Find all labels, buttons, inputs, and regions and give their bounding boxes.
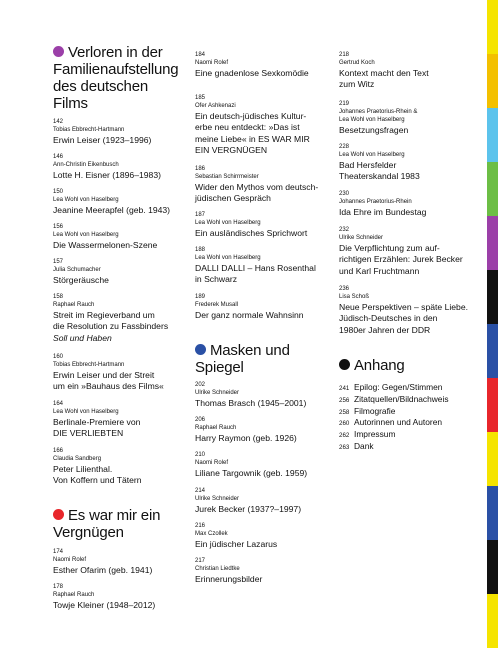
- anhang-item[interactable]: [339, 382, 475, 394]
- entry-author: Naomi Rolef: [195, 60, 229, 66]
- toc-entry[interactable]: [53, 258, 185, 286]
- entry-title: DALLI DALLI – Hans Rosenthal in Schwarz: [195, 263, 316, 285]
- entry-title: Liliane Targownik (geb. 1959): [195, 468, 308, 478]
- toc-entry[interactable]: [195, 487, 323, 515]
- entry-page-number: 214: [195, 488, 206, 494]
- toc-entry[interactable]: [195, 451, 323, 479]
- toc-entry[interactable]: [53, 353, 185, 393]
- anhang-item[interactable]: [339, 429, 475, 441]
- anhang-label: Dank: [354, 440, 374, 451]
- entry-title: Jurek Becker (1937?–1997): [195, 504, 302, 514]
- toc-entry[interactable]: [53, 118, 185, 146]
- entry-page-number: 218: [339, 52, 350, 58]
- entry-page-number: 178: [53, 584, 64, 590]
- toc-entry[interactable]: [53, 583, 185, 611]
- toc-entry[interactable]: [339, 100, 475, 136]
- entry-title: Wider den Mythos vom deutsch- jüdischen Gespräch: [195, 182, 319, 204]
- toc-entry[interactable]: [53, 188, 185, 216]
- color-stripe: [487, 378, 498, 432]
- entry-author: Tobias Ebbrecht-Hartmann: [53, 127, 125, 133]
- entry-title: Peter Lilienthal. Von Koffern und Tätern: [53, 464, 142, 486]
- section-title-masken: Masken und Spiegel: [195, 342, 290, 376]
- entry-author: Lea Wohl von Haselberg: [339, 152, 405, 158]
- toc-entry[interactable]: [339, 143, 475, 183]
- entry-page-number: 146: [53, 154, 64, 160]
- color-stripe: [487, 594, 498, 648]
- entry-page-number: 228: [339, 144, 350, 150]
- anhang-item[interactable]: [339, 441, 475, 453]
- toc-entry[interactable]: [339, 226, 475, 277]
- color-stripe: [487, 432, 498, 486]
- section-title-verloren: Verloren in der Familienaufstellung des deutschen Films: [53, 44, 179, 112]
- entry-title: Eine gnadenlose Sexkomödie: [195, 68, 309, 78]
- violet-dot-icon: [53, 46, 64, 57]
- entry-page-number: 232: [339, 227, 350, 233]
- anhang-item[interactable]: [339, 394, 475, 406]
- entry-author: Lea Wohl von Haselberg: [195, 255, 261, 261]
- entry-author: Johannes Praetorius-Rhein: [339, 199, 412, 205]
- entry-author: Lea Wohl von Haselberg: [339, 117, 405, 123]
- section-title-vergnuegen: Es war mir ein Vergnügen: [53, 507, 161, 541]
- toc-entry[interactable]: [339, 51, 475, 91]
- entry-author: Max Czollek: [195, 531, 228, 537]
- entry-page-number: 219: [339, 101, 350, 107]
- toc-entry[interactable]: [53, 447, 185, 487]
- toc-entry[interactable]: [53, 400, 185, 440]
- entry-author: Julia Schumacher: [53, 267, 101, 273]
- color-stripe: [487, 324, 498, 378]
- entry-page-number: 184: [195, 52, 206, 58]
- entry-title: Besetzungsfragen: [339, 125, 409, 135]
- entry-title: Lotte H. Eisner (1896–1983): [53, 170, 161, 180]
- section-title-anhang: Anhang: [339, 357, 475, 374]
- entry-title: Jeanine Meerapfel (geb. 1943): [53, 205, 171, 215]
- entry-page-number: 156: [53, 224, 64, 230]
- toc-entry[interactable]: [53, 153, 185, 181]
- anhang-item[interactable]: [339, 417, 475, 429]
- color-stripe: [487, 486, 498, 540]
- toc-entry[interactable]: [339, 285, 475, 336]
- anhang-page-number: 241: [339, 385, 350, 392]
- toc-entry[interactable]: [53, 293, 185, 344]
- toc-entry[interactable]: [339, 190, 475, 218]
- entry-title: Bad Hersfelder Theaterskandal 1983: [339, 160, 420, 182]
- entry-author: Ulrike Schneider: [339, 235, 384, 241]
- toc-entry[interactable]: [195, 94, 323, 156]
- entry-author: Johannes Praetorius-Rhein &: [339, 109, 418, 115]
- entry-author: Claudia Sandberg: [53, 456, 102, 462]
- toc-entry[interactable]: [195, 165, 323, 205]
- entry-author: Lisa Schoß: [339, 294, 370, 300]
- toc-entry[interactable]: [195, 416, 323, 444]
- color-stripe: [487, 216, 498, 270]
- color-stripe: [487, 54, 498, 108]
- color-stripe: [487, 0, 498, 54]
- toc-entry[interactable]: [53, 548, 185, 576]
- toc-entry[interactable]: [195, 293, 323, 321]
- entry-page-number: 210: [195, 452, 206, 458]
- entry-page-number: 230: [339, 191, 350, 197]
- toc-entry[interactable]: [195, 246, 323, 286]
- entry-author: Raphael Rauch: [53, 592, 95, 598]
- anhang-page-number: 263: [339, 443, 350, 451]
- entry-author: Raphael Rauch: [53, 302, 95, 308]
- entry-author: Ann-Christin Eikenbusch: [53, 162, 119, 168]
- entry-author: Frederek Musall: [195, 302, 239, 308]
- entry-page-number: 166: [53, 448, 64, 454]
- color-stripe: [487, 162, 498, 216]
- entry-title: Erwin Leiser und der Streit um ein »Bauhaus des Films«: [53, 370, 164, 392]
- entry-author: Lea Wohl von Haselberg: [53, 197, 119, 203]
- entry-author: Ulrike Schneider: [195, 496, 240, 502]
- entry-title: Die Verpflichtung zum auf- richtigen Erzählen: Jurek Becker und Karl Fruchtmann: [339, 243, 463, 276]
- entry-page-number: 150: [53, 189, 64, 195]
- entry-title: Berlinale-Premiere von DIE VERLIEBTEN: [53, 417, 141, 439]
- entry-title: Ein ausländisches Sprichwort: [195, 228, 308, 238]
- entry-page-number: 185: [195, 95, 206, 101]
- entry-page-number: 217: [195, 558, 206, 564]
- entry-page-number: 142: [53, 119, 64, 125]
- entry-page-number: 202: [195, 382, 206, 388]
- toc-entry[interactable]: [195, 381, 323, 409]
- color-stripe: [487, 540, 498, 594]
- entry-author: Ulrike Schneider: [195, 390, 240, 396]
- entry-page-number: 174: [53, 549, 64, 555]
- entry-title: Erinnerungsbilder: [195, 574, 263, 584]
- entry-title: Towje Kleiner (1948–2012): [53, 600, 156, 610]
- red-dot-icon: [53, 509, 64, 520]
- anhang-label: Epilog: Gegen/Stimmen: [354, 382, 443, 392]
- anhang-page-number: 256: [339, 396, 350, 404]
- entry-title: Kontext macht den Text zum Witz: [339, 68, 429, 90]
- entry-title: Störgeräusche: [53, 275, 109, 285]
- anhang-page-number: 258: [339, 408, 350, 416]
- anhang-label: Impressum: [354, 429, 396, 440]
- anhang-page-number: 262: [339, 432, 350, 440]
- toc-entry[interactable]: [195, 522, 323, 550]
- entry-title: Die Wassermelonen-Szene: [53, 240, 158, 250]
- entry-author: Raphael Rauch: [195, 425, 237, 431]
- entry-title: Neue Perspektiven – späte Liebe. Jüdisch-Deutsches in den 1980er Jahren der DDR: [339, 302, 468, 335]
- entry-author: Naomi Rolef: [53, 557, 87, 563]
- toc-entry[interactable]: [195, 211, 323, 239]
- entry-page-number: 189: [195, 294, 206, 300]
- entry-page-number: 206: [195, 417, 206, 423]
- entry-title: Harry Raymon (geb. 1926): [195, 433, 297, 443]
- entry-page-number: 158: [53, 294, 64, 300]
- entry-author: Lea Wohl von Haselberg: [53, 232, 119, 238]
- entry-author: Gertrud Koch: [339, 60, 375, 66]
- entry-title: Esther Ofarim (geb. 1941): [53, 565, 153, 575]
- toc-entry[interactable]: [53, 223, 185, 251]
- entry-title: Thomas Brasch (1945–2001): [195, 398, 307, 408]
- color-edge-stripes: [487, 0, 498, 648]
- entry-title: Ein deutsch-jüdisches Kultur- erbe neu entdeckt: »Das ist meine Liebe« in ES WAR MIR EIN VERGNÜGEN: [195, 111, 310, 155]
- entry-title: Der ganz normale Wahnsinn: [195, 310, 304, 320]
- entry-author: Sebastian Schirrmeister: [195, 174, 259, 180]
- entry-author: Lea Wohl von Haselberg: [53, 409, 119, 415]
- entry-author: Tobias Ebbrecht-Hartmann: [53, 362, 125, 368]
- anhang-label: Filmografie: [354, 405, 396, 416]
- entry-page-number: 186: [195, 166, 206, 172]
- entry-page-number: 188: [195, 247, 206, 253]
- anhang-item[interactable]: [339, 406, 475, 418]
- black-dot-icon: [339, 359, 350, 370]
- entry-author: Lea Wohl von Haselberg: [195, 220, 261, 226]
- color-stripe: [487, 270, 498, 324]
- entry-author: Christian Liedtke: [195, 566, 240, 572]
- color-stripe: [487, 108, 498, 162]
- blue-dot-icon: [195, 344, 206, 355]
- entry-page-number: 236: [339, 286, 350, 292]
- toc-entry[interactable]: [195, 51, 323, 79]
- entry-title: Streit im Regieverband um die Resolution zu Fassbinders Soll und Haben: [53, 310, 169, 343]
- entry-page-number: 160: [53, 354, 64, 360]
- anhang-page-number: 260: [339, 420, 350, 428]
- entry-author: Ofer Ashkenazi: [195, 103, 236, 109]
- entry-page-number: 157: [53, 259, 64, 265]
- entry-page-number: 187: [195, 212, 206, 218]
- anhang-label: Autorinnen und Autoren: [354, 417, 443, 428]
- entry-title: Ein jüdischer Lazarus: [195, 539, 278, 549]
- anhang-label: Zitatquellen/Bildnachweis: [354, 393, 449, 404]
- toc-entry[interactable]: [195, 557, 323, 585]
- entry-title: Ida Ehre im Bundestag: [339, 207, 427, 217]
- entry-page-number: 216: [195, 523, 206, 529]
- entry-page-number: 164: [53, 401, 64, 407]
- entry-author: Naomi Rolef: [195, 460, 229, 466]
- entry-title: Erwin Leiser (1923–1996): [53, 135, 152, 145]
- anhang-list: [339, 382, 475, 453]
